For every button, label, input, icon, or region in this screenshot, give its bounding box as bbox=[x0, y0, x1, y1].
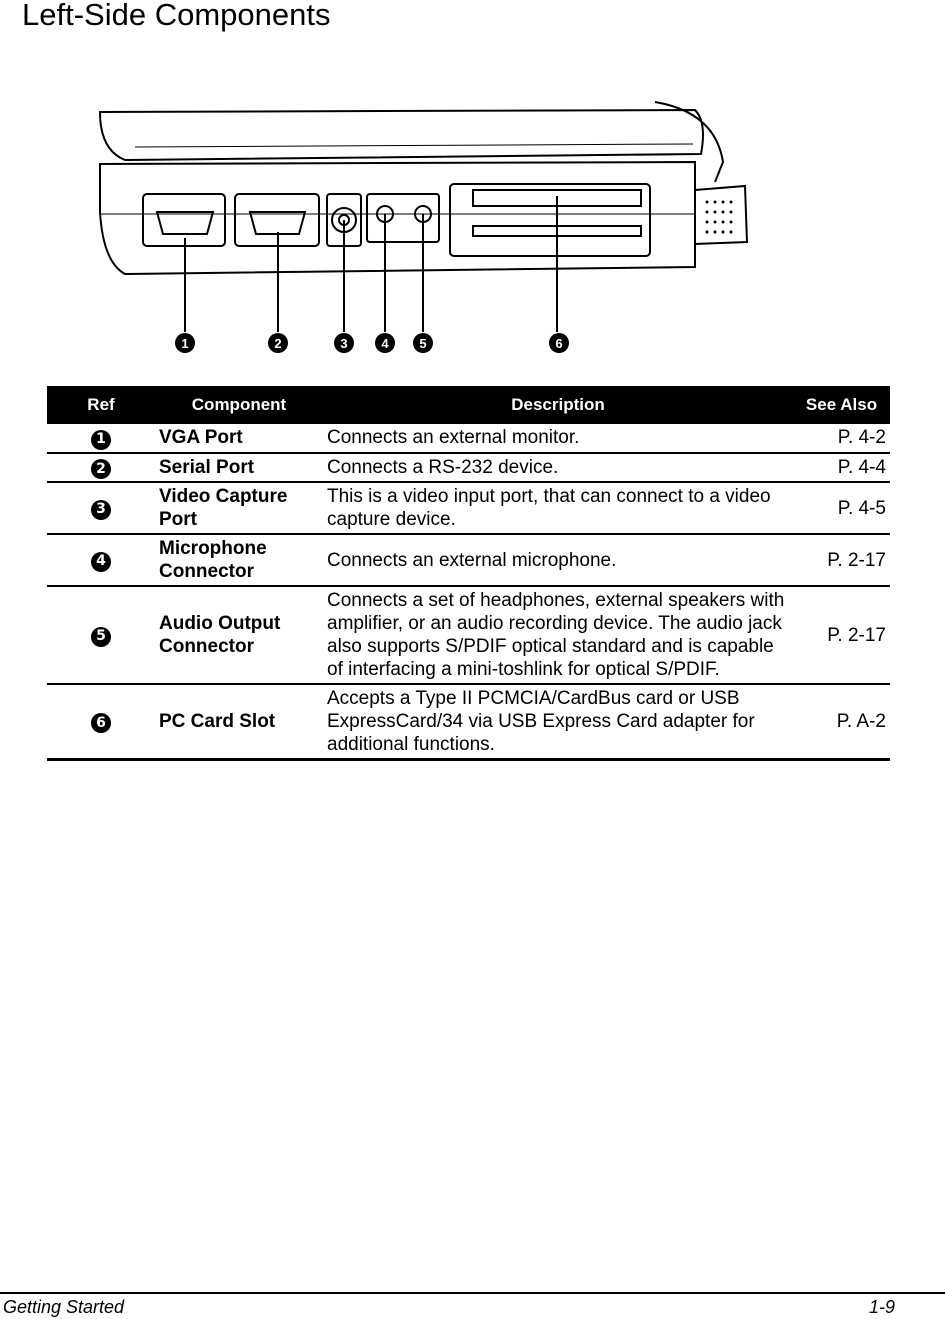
footer-divider bbox=[0, 1292, 945, 1294]
ref-number-icon: 1 bbox=[91, 430, 111, 450]
ref-number-icon: 6 bbox=[91, 713, 111, 733]
carry-handle bbox=[695, 186, 747, 244]
svg-text:2: 2 bbox=[274, 336, 282, 351]
svg-text:3: 3 bbox=[340, 336, 348, 351]
callout-2 bbox=[268, 333, 288, 353]
laptop-lid bbox=[100, 110, 703, 160]
table-row bbox=[47, 424, 890, 453]
component-name: Audio Output Connector bbox=[155, 586, 323, 684]
see-also-ref: P. 4-5 bbox=[793, 482, 890, 534]
page-title: Left-Side Components bbox=[22, 0, 331, 32]
svg-text:4: 4 bbox=[381, 336, 389, 351]
component-name: Microphone Connector bbox=[155, 534, 323, 586]
component-description: Connects a set of headphones, external speakers with amplifier, or an audio recording device. The audio jack also supports S/PDIF optical standard and is capable of interfacing a mini-toshlink for optical S/PDIF. bbox=[323, 586, 793, 684]
callout-markers bbox=[175, 333, 569, 353]
footer-section-title: Getting Started bbox=[3, 1297, 125, 1317]
component-description: Accepts a Type II PCMCIA/CardBus card or USB ExpressCard/34 via USB Express Card adapter for additional functions. bbox=[323, 684, 793, 760]
svg-text:1: 1 bbox=[181, 336, 189, 351]
component-description: Connects an external monitor. bbox=[323, 424, 793, 453]
callout-3 bbox=[334, 333, 354, 353]
table-row bbox=[47, 684, 890, 760]
header-ref: Ref bbox=[47, 386, 155, 424]
laptop-drawing bbox=[95, 92, 775, 364]
ref-number-icon: 4 bbox=[91, 552, 111, 572]
component-name: Serial Port bbox=[155, 453, 323, 483]
svg-text:6: 6 bbox=[555, 336, 563, 351]
table-row bbox=[47, 586, 890, 684]
see-also-ref: P. 4-2 bbox=[793, 424, 890, 453]
table-row bbox=[47, 482, 890, 534]
table-row bbox=[47, 453, 890, 483]
see-also-ref: P. 2-17 bbox=[793, 586, 890, 684]
header-component: Component bbox=[155, 386, 323, 424]
callout-4 bbox=[375, 333, 395, 353]
callout-5 bbox=[413, 333, 433, 353]
table-header-row bbox=[47, 386, 890, 424]
components-table bbox=[47, 386, 890, 761]
component-description: Connects an external microphone. bbox=[323, 534, 793, 586]
component-name: VGA Port bbox=[155, 424, 323, 453]
table-row bbox=[47, 534, 890, 586]
component-description: Connects a RS-232 device. bbox=[323, 453, 793, 483]
header-description: Description bbox=[323, 386, 793, 424]
ref-number-icon: 5 bbox=[91, 627, 111, 647]
callout-1 bbox=[175, 333, 195, 353]
see-also-ref: P. 2-17 bbox=[793, 534, 890, 586]
svg-text:5: 5 bbox=[419, 336, 427, 351]
component-name: Video Capture Port bbox=[155, 482, 323, 534]
header-see-also: See Also bbox=[793, 386, 890, 424]
see-also-ref: P. 4-4 bbox=[793, 453, 890, 483]
footer-page-number: 1-9 bbox=[868, 1297, 895, 1317]
pc-card-slot-shape bbox=[450, 184, 650, 256]
laptop-left-side-illustration bbox=[95, 92, 775, 364]
laptop-base bbox=[100, 162, 695, 274]
component-name: PC Card Slot bbox=[155, 684, 323, 760]
callout-6 bbox=[549, 333, 569, 353]
see-also-ref: P. A-2 bbox=[793, 684, 890, 760]
ref-number-icon: 2 bbox=[91, 459, 111, 479]
component-description: This is a video input port, that can connect to a video capture device. bbox=[323, 482, 793, 534]
ref-number-icon: 3 bbox=[91, 500, 111, 520]
